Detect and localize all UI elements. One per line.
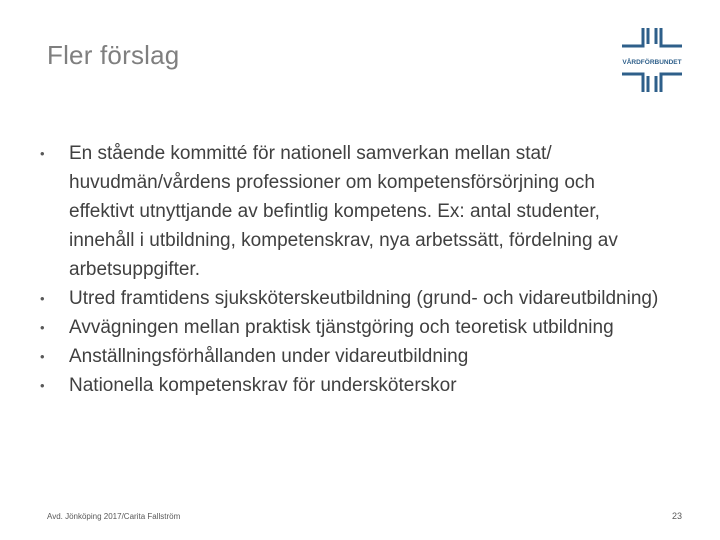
bullet-text: Anställningsförhållanden under vidareutbildning	[69, 346, 469, 367]
bullet-text: Utred framtidens sjuksköterskeutbildning (grund- och vidareutbildning)	[69, 288, 659, 309]
bullet-dot-icon: •	[40, 320, 45, 335]
bullet-text: Nationella kompetenskrav för undersköterskor	[69, 375, 457, 396]
bullet-item	[40, 342, 660, 371]
slide-title: Fler förslag	[47, 40, 180, 70]
logo-text: VÅRDFÖRBUNDET	[622, 59, 682, 66]
bullet-text: Avvägningen mellan praktisk tjänstgöring och teoretisk utbildning	[69, 317, 614, 338]
bullet-dot-icon: •	[40, 291, 45, 306]
bullet-dot-icon: •	[40, 146, 45, 161]
bullet-dot-icon: •	[40, 349, 45, 364]
bullet-dot-icon: •	[40, 378, 45, 393]
bullet-item	[40, 284, 660, 313]
bullet-item	[40, 313, 660, 342]
bullet-item	[40, 139, 660, 284]
page-number: 23	[671, 511, 682, 521]
vardforbundet-logo	[618, 24, 686, 96]
footer-text: Avd. Jönköping 2017/Carita Fallström	[47, 512, 181, 521]
bullet-text: En stående kommitté för nationell samverkan mellan stat/ huvudmän/vårdens professioner om kompetensförsörjning och effektivt utnyttjande av befintlig kompetens. Ex: antal studenter, innehåll i utbildning, kompetenskrav, nya arbetssätt, fördelning av arbetsuppgifter.	[69, 143, 618, 280]
bullet-item	[40, 371, 660, 400]
bullet-list	[40, 139, 660, 400]
